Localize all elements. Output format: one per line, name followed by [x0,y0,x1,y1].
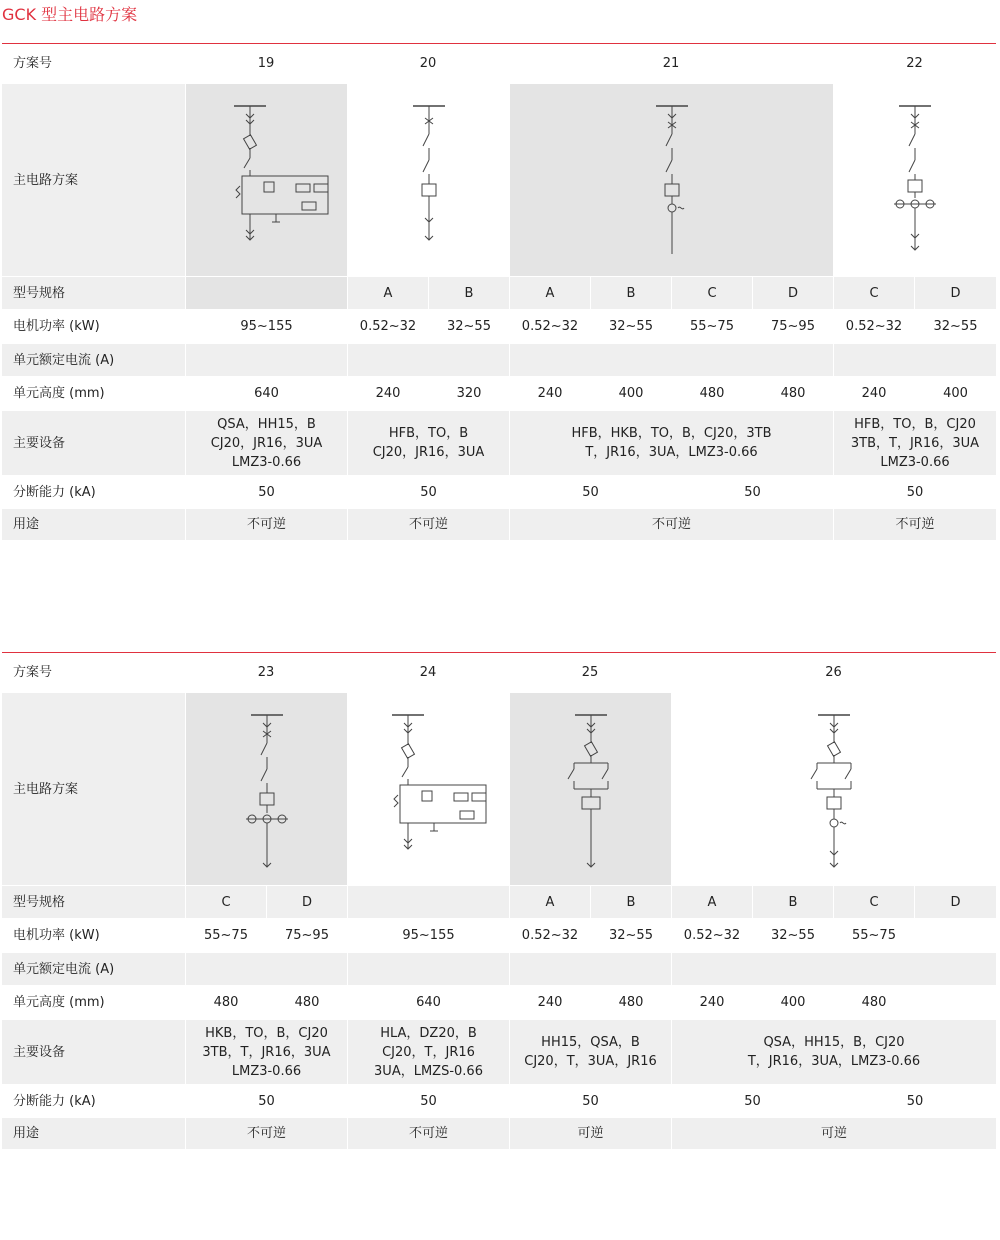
row-label: 用途 [2,1118,185,1149]
unit-height-row [2,377,996,411]
row-label: 主要设备 [2,411,185,475]
scheme-number: 20 [347,44,509,83]
model-cell: C [185,886,266,918]
height-cell: 240 [509,986,590,1019]
scheme-number: 19 [185,44,347,83]
height-cell: 240 [509,377,590,410]
equipment-row [2,411,996,476]
breaking-cell: 50 [833,1085,996,1117]
breaking-capacity-row [2,476,996,509]
power-cell: 55~75 [833,919,914,952]
row-label: 分断能力 (kA) [2,1085,185,1117]
current-cell [347,953,509,985]
circuit-diagram-21 [509,84,833,276]
equipment-line: CJ20，T，3UA，JR16 [524,1054,657,1069]
equipment-line: 3TB，T，JR16，3UA [850,435,980,451]
equipment-row [2,1020,996,1085]
height-cell: 640 [347,986,509,1019]
power-cell: 0.52~32 [347,310,428,343]
model-cell: C [833,277,914,309]
current-cell [833,344,996,376]
equipment-line: LMZ3-0.66 [231,1063,302,1079]
power-cell: 0.52~32 [509,310,590,343]
usage-cell: 可逆 [671,1118,996,1149]
unit-height-row [2,986,996,1020]
height-cell: 640 [185,377,347,410]
height-cell: 320 [428,377,509,410]
height-cell: 400 [590,377,671,410]
equipment-line: CJ20，JR16，3UA [372,445,485,460]
circuit-diagram-svg [354,699,504,879]
usage-cell: 不可逆 [347,509,509,540]
row-label: 主电路方案 [2,693,185,885]
equipment-cell [671,1020,996,1084]
circuit-diagram-23 [185,693,347,885]
current-cell [185,344,347,376]
power-cell: 55~75 [185,919,266,952]
usage-cell: 可逆 [509,1118,671,1149]
scheme-number-row [2,44,996,84]
model-row [2,886,996,919]
equipment-cell [185,1020,347,1084]
model-cell [185,277,347,309]
power-cell: 95~155 [347,919,509,952]
scheme-table-1 [2,43,996,541]
breaking-cell: 50 [671,476,833,508]
scheme-number: 23 [185,653,347,692]
row-label: 型号规格 [2,886,185,918]
equipment-cell [347,411,509,475]
height-cell: 480 [671,377,752,410]
page-title: GCK 型主电路方案 [2,5,138,24]
row-label: 分断能力 (kA) [2,476,185,508]
row-label: 主电路方案 [2,84,185,276]
model-cell: B [590,886,671,918]
main-circuit-row [2,693,996,886]
equipment-line: LMZ3-0.66 [231,454,302,470]
current-cell [347,344,509,376]
model-cell: A [509,886,590,918]
circuit-diagram-26 [671,693,996,885]
current-cell [509,953,671,985]
model-cell: C [671,277,752,309]
model-cell: B [752,886,833,918]
power-cell: 32~55 [914,310,996,343]
power-cell: 0.52~32 [509,919,590,952]
equipment-line: CJ20，JR16，3UA [210,435,323,451]
breaking-capacity-row [2,1085,996,1118]
equipment-cell [509,1020,671,1084]
equipment-line: HFB，TO，B，CJ20 [854,416,976,432]
scheme-number: 24 [347,653,509,692]
circuit-diagram-svg [192,699,342,879]
row-label: 单元额定电流 (A) [2,953,185,985]
equipment-cell [509,411,833,475]
height-cell: 480 [752,377,833,410]
circuit-diagram-svg [354,90,504,270]
height-cell: 400 [914,377,996,410]
usage-cell: 不可逆 [347,1118,509,1149]
motor-power-row [2,310,996,344]
row-label: 单元高度 (mm) [2,986,185,1019]
row-label: 型号规格 [2,277,185,309]
model-cell: C [833,886,914,918]
height-cell [914,986,996,1019]
scheme-table-2 [2,652,996,1150]
scheme-number: 25 [509,653,671,692]
equipment-line: QSA，HH15，B [217,416,316,432]
breaking-cell: 50 [185,476,347,508]
breaking-cell: 50 [347,1085,509,1117]
equipment-line: T，JR16，3UA，LMZ3-0.66 [585,445,758,460]
model-cell: A [347,277,428,309]
circuit-diagram-svg [840,90,990,270]
row-label: 单元高度 (mm) [2,377,185,410]
breaking-cell: 50 [185,1085,347,1117]
usage-cell: 不可逆 [185,509,347,540]
row-label: 电机功率 (kW) [2,919,185,952]
power-cell: 55~75 [671,310,752,343]
height-cell: 240 [671,986,752,1019]
motor-power-row [2,919,996,953]
power-cell: 0.52~32 [671,919,752,952]
scheme-number: 21 [509,44,833,83]
current-cell [671,953,996,985]
equipment-line: HH15，QSA，B [541,1035,640,1050]
equipment-line: 3TB，T，JR16，3UA [202,1044,331,1060]
model-cell: A [671,886,752,918]
breaking-cell: 50 [509,476,671,508]
power-cell: 0.52~32 [833,310,914,343]
power-cell [914,919,996,952]
circuit-diagram-svg [759,699,909,879]
usage-row [2,1118,996,1150]
circuit-diagram-svg [597,90,747,270]
power-cell: 32~55 [590,919,671,952]
height-cell: 480 [833,986,914,1019]
equipment-line: HFB，HKB，TO，B，CJ20，3TB [571,426,772,441]
equipment-line: QSA，HH15，B，CJ20 [763,1035,905,1050]
circuit-diagram-svg [516,699,666,879]
model-cell: D [266,886,347,918]
circuit-diagram-svg [192,90,342,270]
equipment-line: CJ20，T，JR16 [382,1044,475,1060]
breaking-cell: 50 [347,476,509,508]
power-cell: 32~55 [428,310,509,343]
circuit-diagram-19 [185,84,347,276]
height-cell: 480 [266,986,347,1019]
power-cell: 32~55 [590,310,671,343]
main-circuit-row [2,84,996,277]
equipment-cell [185,411,347,475]
breaking-cell: 50 [509,1085,671,1117]
current-cell [185,953,347,985]
equipment-line: HKB，TO，B，CJ20 [205,1025,328,1041]
height-cell: 240 [833,377,914,410]
unit-current-row [2,344,996,377]
row-label: 用途 [2,509,185,540]
power-cell: 95~155 [185,310,347,343]
breaking-cell: 50 [833,476,996,508]
model-cell [347,886,509,918]
breaking-cell: 50 [671,1085,833,1117]
scheme-number: 22 [833,44,996,83]
model-row [2,277,996,310]
equipment-line: LMZ3-0.66 [880,454,950,470]
height-cell: 400 [752,986,833,1019]
equipment-cell [347,1020,509,1084]
equipment-line: HLA，DZ20，B [380,1025,477,1041]
power-cell: 32~55 [752,919,833,952]
circuit-diagram-20 [347,84,509,276]
row-label: 单元额定电流 (A) [2,344,185,376]
equipment-cell [833,411,996,475]
circuit-diagram-25 [509,693,671,885]
row-label: 电机功率 (kW) [2,310,185,343]
model-cell: D [914,277,996,309]
usage-cell: 不可逆 [509,509,833,540]
power-cell: 75~95 [266,919,347,952]
height-cell: 480 [185,986,266,1019]
model-cell: D [914,886,996,918]
row-label: 方案号 [2,44,185,83]
model-cell: B [590,277,671,309]
row-label: 主要设备 [2,1020,185,1084]
model-cell: B [428,277,509,309]
circuit-diagram-24 [347,693,509,885]
equipment-line: 3UA，LMZS-0.66 [374,1063,483,1079]
equipment-line: HFB，TO，B [388,426,469,441]
usage-cell: 不可逆 [833,509,996,540]
row-label: 方案号 [2,653,185,692]
unit-current-row [2,953,996,986]
circuit-diagram-22 [833,84,996,276]
scheme-number: 26 [671,653,996,692]
height-cell: 480 [590,986,671,1019]
power-cell: 75~95 [752,310,833,343]
usage-cell: 不可逆 [185,1118,347,1149]
current-cell [509,344,833,376]
model-cell: A [509,277,590,309]
model-cell: D [752,277,833,309]
usage-row [2,509,996,541]
scheme-number-row [2,653,996,693]
equipment-line: T，JR16，3UA，LMZ3-0.66 [747,1054,921,1069]
height-cell: 240 [347,377,428,410]
